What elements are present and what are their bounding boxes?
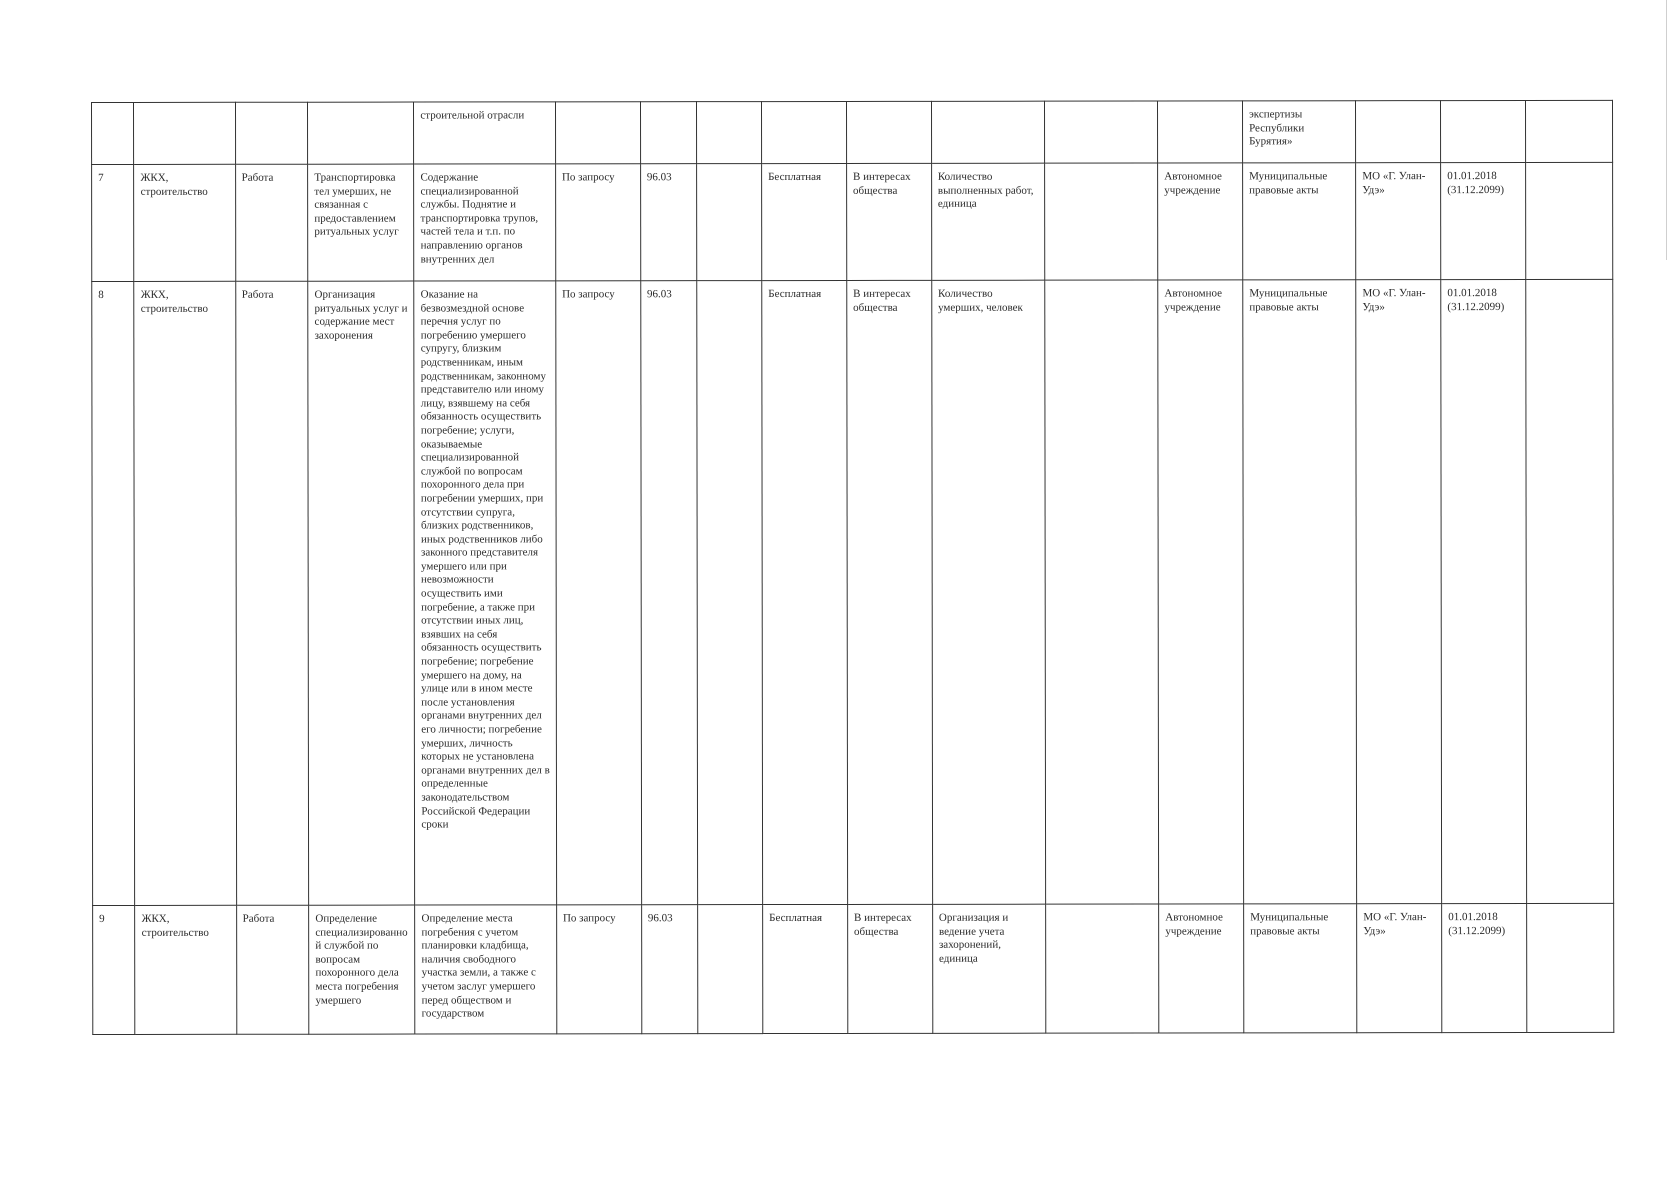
cell-municipality <box>1356 101 1441 163</box>
cell-institution-type <box>1158 101 1243 163</box>
cell-payment: Бесплатная <box>763 904 848 1033</box>
cell-condition: По запросу <box>556 905 641 1034</box>
cell-type: Работа <box>235 281 309 905</box>
cell-number: 7 <box>92 164 135 281</box>
cell-volume-indicator: Количество выполненных работ, единица <box>931 163 1044 280</box>
cell-dates: 01.01.2018 (31.12.2099) <box>1442 903 1527 1032</box>
cell-okved: 96.03 <box>641 905 698 1034</box>
cell-dates: 01.01.2018 (31.12.2099) <box>1441 162 1526 279</box>
cell-consumers <box>846 101 931 163</box>
cell-sector: ЖКХ, строительство <box>134 281 236 905</box>
cell-condition: По запросу <box>555 164 640 281</box>
cell-type: Работа <box>236 905 309 1034</box>
cell-consumers: В интересах общества <box>846 163 931 280</box>
cell-municipality: МО «Г. Улан-Удэ» <box>1356 163 1441 280</box>
cell-consumers: В интересах общества <box>847 280 933 904</box>
cell-service-name: Определение специализированной службой по вопросам похоронного дела места погребения умершего <box>309 905 415 1034</box>
cell-content: Оказание на безвозмездной основе перечня услуг по погребению умершего супругу, близким родственникам, иным родственникам, законному представителю или иному лицу, взявшему на себя обязанность осуществить погребение; услуги, оказываемые специализированной службой по вопросам похоронного дела при погребении умерших, при отсутствии супруга, близких родственников, иных родственников либо законного представителя умершего или при невозможности осуществить ими погребение, а также при отсутствии иных лиц, взявших на себя обязанность осуществить погребение; погребение умершего на дому, на улице или в ином месте после установления органами внутренних дел его личности; погребение умерших, личность которых не установлена органами внутренних дел в определенные законодательством Российской Федерации сроки <box>414 281 556 905</box>
cell-empty <box>697 102 762 164</box>
cell-type <box>235 102 308 164</box>
cell-legal-basis: Муниципальные правовые акты <box>1243 163 1356 280</box>
cell-quality-indicator <box>1044 101 1157 163</box>
cell-empty-last <box>1526 162 1613 279</box>
cell-municipality: МО «Г. Улан-Удэ» <box>1357 904 1442 1033</box>
cell-municipality: МО «Г. Улан-Удэ» <box>1356 280 1442 904</box>
cell-institution-type: Автономное учреждение <box>1158 280 1244 904</box>
cell-condition <box>555 102 640 164</box>
cell-dates <box>1441 100 1526 162</box>
cell-empty-last <box>1526 100 1613 162</box>
cell-empty <box>697 281 763 905</box>
cell-sector: ЖКХ, строительство <box>135 905 236 1034</box>
table-row-9 <box>93 903 1614 1034</box>
cell-volume-indicator: Количество умерших, человек <box>932 280 1046 904</box>
cell-content: Содержание специализированной службы. Поднятие и транспортировка трупов, частей тела и т.п. по направлению органов внутренних дел <box>414 164 556 281</box>
table-row-continuation <box>92 100 1613 164</box>
cell-empty-last <box>1527 903 1614 1032</box>
cell-service-name <box>308 102 414 164</box>
cell-payment: Бесплатная <box>762 163 847 280</box>
cell-number <box>92 102 135 164</box>
cell-number: 9 <box>93 905 136 1034</box>
cell-payment: Бесплатная <box>762 280 848 904</box>
cell-okved: 96.03 <box>640 164 697 281</box>
services-registry-table <box>91 100 1614 1035</box>
cell-legal-basis: Муниципальные правовые акты <box>1244 904 1357 1033</box>
cell-sector: ЖКХ, строительство <box>134 164 235 281</box>
cell-quality-indicator <box>1045 163 1158 280</box>
cell-dates: 01.01.2018 (31.12.2099) <box>1441 279 1527 903</box>
cell-number: 8 <box>92 281 135 905</box>
cell-service-name: Транспортировка тел умерших, не связанная с предоставлением ритуальных услуг <box>308 164 414 281</box>
cell-legal-basis: экспертизы Республики Бурятия» <box>1243 101 1356 163</box>
cell-empty <box>698 905 763 1034</box>
cell-okved <box>640 102 697 164</box>
cell-condition: По запросу <box>556 281 642 905</box>
cell-okved: 96.03 <box>640 281 697 905</box>
cell-content: строительной отрасли <box>414 102 556 164</box>
cell-quality-indicator <box>1046 904 1159 1033</box>
cell-content: Определение места погребения с учетом планировки кладбища, наличия свободного участка земли, а также с учетом заслуг умершего перед обществом и государством <box>415 905 557 1034</box>
cell-quality-indicator <box>1045 280 1159 904</box>
cell-empty-last <box>1526 279 1614 903</box>
cell-sector <box>134 102 235 164</box>
cell-institution-type: Автономное учреждение <box>1158 163 1243 280</box>
cell-type: Работа <box>235 164 308 281</box>
cell-legal-basis: Муниципальные правовые акты <box>1243 280 1357 904</box>
table-row-8 <box>92 279 1614 905</box>
cell-volume-indicator: Организация и ведение учета захоронений, единица <box>932 904 1045 1033</box>
cell-institution-type: Автономное учреждение <box>1159 904 1244 1033</box>
table-body <box>92 100 1614 1034</box>
cell-service-name: Организация ритуальных услуг и содержание мест захоронения <box>308 281 415 905</box>
cell-payment <box>762 101 847 163</box>
cell-volume-indicator <box>931 101 1044 163</box>
scan-edge <box>1666 0 1671 260</box>
cell-consumers: В интересах общества <box>848 904 933 1033</box>
cell-empty <box>697 164 762 281</box>
table-row-7 <box>92 162 1613 281</box>
